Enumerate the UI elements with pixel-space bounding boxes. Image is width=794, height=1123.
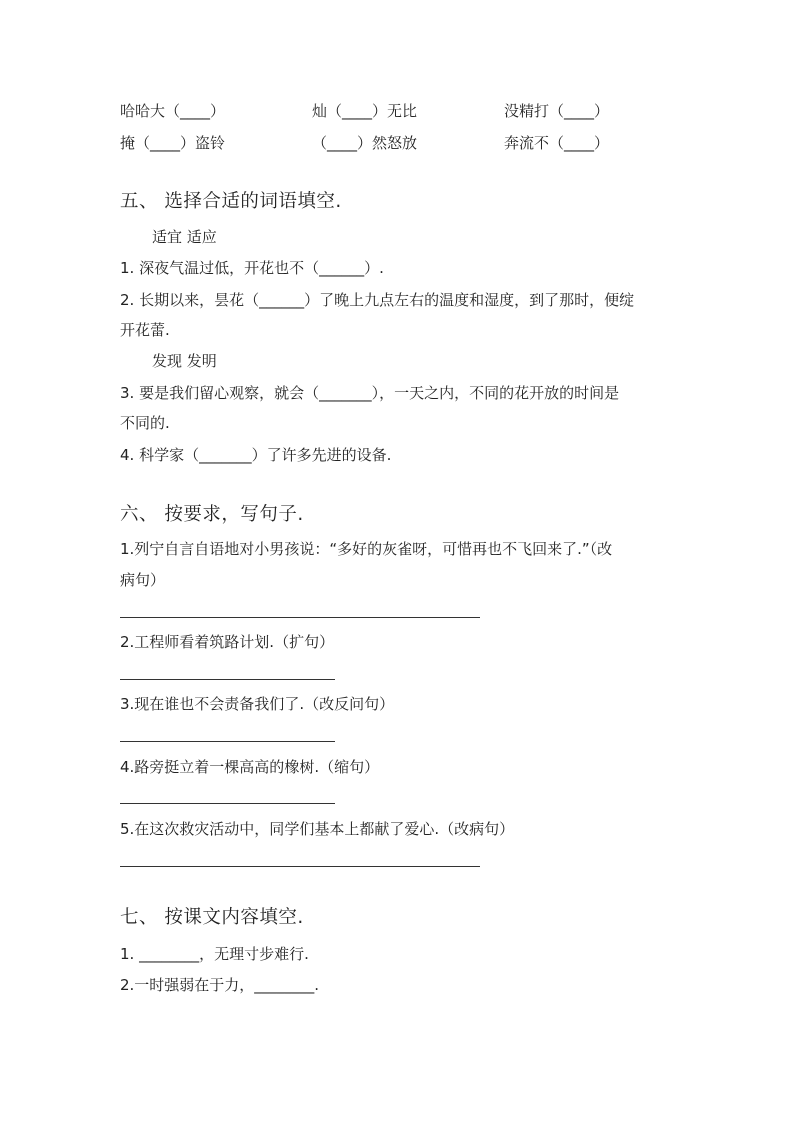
answer-line-4 (120, 803, 335, 804)
section6-question-5: 5.在这次救灾活动中，同学们基本上都献了爱心.（改病句） (120, 820, 515, 838)
section5-heading: 五、 选择合适的词语填空. (120, 191, 342, 212)
section6-question-1-line1: 1.列宁自言自语地对小男孩说：“多好的灰雀呀，可惜再也不飞回来了.”（改 (120, 540, 613, 558)
section6-question-3: 3.现在谁也不会责备我们了.（改反问句） (120, 695, 395, 713)
section6-question-4: 4.路旁挺立着一棵高高的橡树.（缩句） (120, 758, 380, 776)
section7-question-2: 2.一时强弱在于力，________. (120, 976, 320, 994)
fill-item-5: （____）然怒放 (312, 134, 418, 152)
section7-question-1: 1. ________，无理寸步难行. (120, 945, 309, 963)
fill-item-3: 没精打（____） (504, 102, 610, 120)
fill-item-1: 哈哈大（____） (120, 102, 226, 120)
fill-item-2: 灿（____）无比 (312, 102, 418, 120)
section5-word-choices-a: 适宜 适应 (152, 228, 217, 246)
answer-line-5 (120, 866, 480, 867)
section5-question-2-line1: 2. 长期以来，昙花（______）了晚上九点左右的温度和湿度，到了那时，便绽 (120, 291, 635, 309)
answer-line-3 (120, 741, 335, 742)
section5-question-4: 4. 科学家（_______）了许多先进的设备. (120, 446, 392, 464)
section6-question-2: 2.工程师看着筑路计划.（扩句） (120, 633, 335, 651)
answer-line-1 (120, 617, 480, 618)
section5-word-choices-b: 发现 发明 (152, 352, 217, 370)
fill-item-6: 奔流不（____） (504, 134, 610, 152)
section5-question-2-line2: 开花蕾. (120, 321, 170, 339)
section5-question-1: 1. 深夜气温过低，开花也不（______）. (120, 259, 384, 277)
section7-heading: 七、 按课文内容填空. (120, 907, 304, 928)
section5-question-3-line2: 不同的. (120, 414, 170, 432)
section6-heading: 六、 按要求，写句子. (120, 504, 304, 525)
section5-question-3-line1: 3. 要是我们留心观察，就会（_______），一天之内，不同的花开放的时间是 (120, 384, 620, 402)
fill-item-4: 掩（____）盗铃 (120, 134, 226, 152)
section6-question-1-line2: 病句） (120, 571, 166, 589)
answer-line-2 (120, 679, 335, 680)
